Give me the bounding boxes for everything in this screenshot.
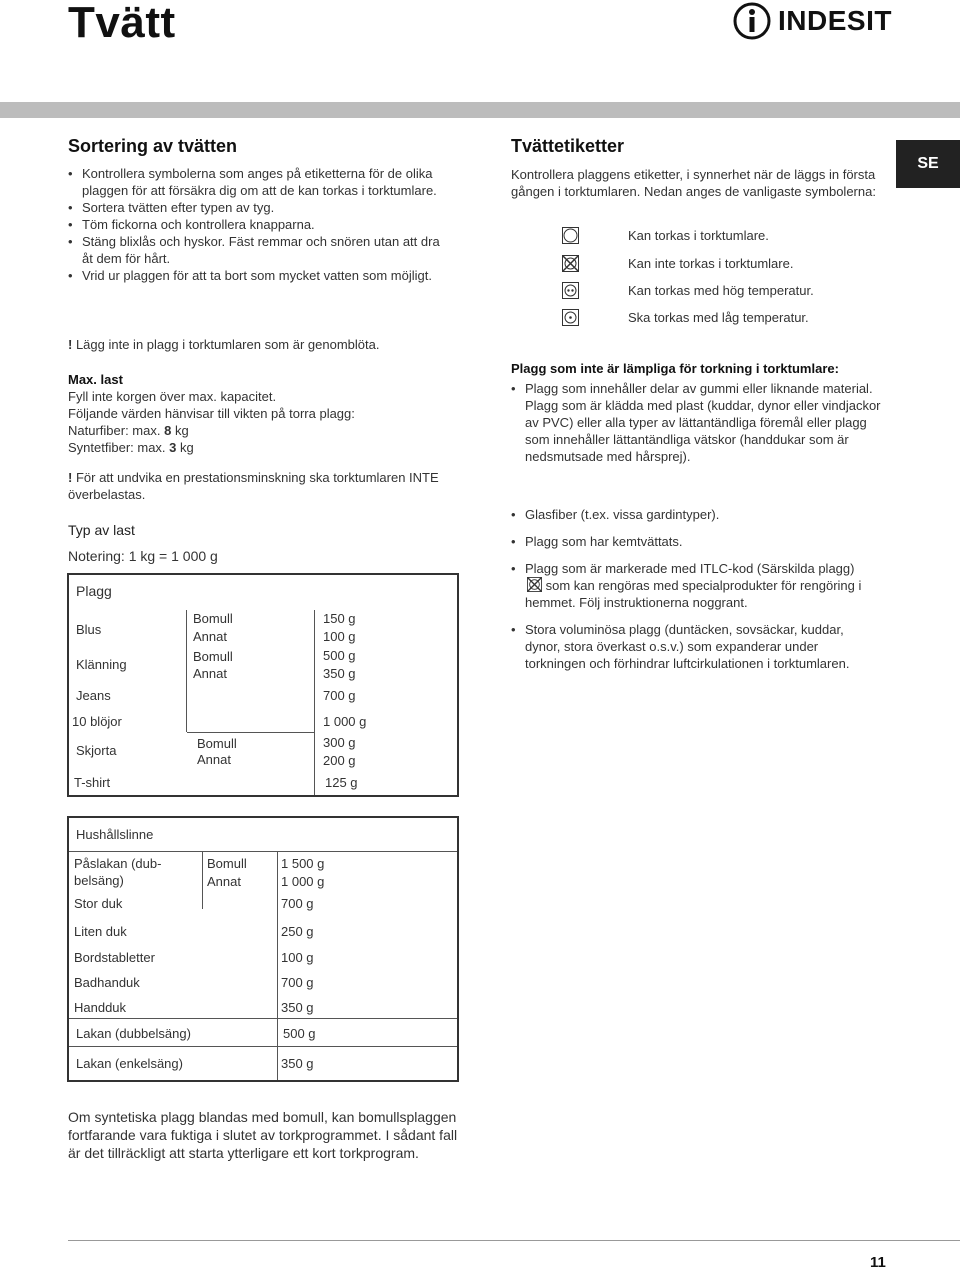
table-cell-weight: 700 g (281, 975, 314, 990)
sorting-list (68, 165, 448, 284)
language-tab: SE (896, 140, 960, 188)
table-header: Hushållslinne (76, 827, 154, 842)
list-item: • Vrid ur plaggen för att ta bort som mycket vatten som möjligt. (68, 267, 448, 284)
table-cell-material: Annat (207, 874, 241, 889)
warning-text: Lägg inte in plagg i torktumlaren som är genomblöta. (72, 337, 380, 352)
symbol-row (562, 255, 793, 272)
table-header: Plagg (76, 583, 112, 599)
page-number: 11 (870, 1254, 886, 1271)
table-cell-item: Jeans (76, 688, 111, 703)
synthetic-fiber-value: 3 (169, 440, 177, 455)
warning-text: För att undvika en prestationsminskning ska torktumlaren INTE överbelastas. (68, 470, 439, 502)
table-cell-weight: 500 g (283, 1026, 316, 1041)
synthetic-fiber-label: Syntetfiber: max. (68, 440, 170, 455)
mixed-fabric-note: Om syntetiska plagg blandas med bomull, kan bomullsplaggen fortfarande vara fuktiga i slutet av torkprogrammet. I sådant fall är det tillräckligt att starta ytterligare ett kort torkprogram. (68, 1109, 458, 1161)
table-cell-weight: 1 000 g (281, 874, 325, 889)
brand-wordmark: INDESIT (778, 5, 892, 36)
table-cell-weight: 100 g (281, 950, 314, 965)
synthetic-fiber-line (68, 439, 448, 456)
list-item: • Sortera tvätten efter typen av tyg. (68, 199, 448, 216)
garment-table (67, 573, 459, 797)
symbol-label: Kan inte torkas i torktumlare. (628, 256, 794, 271)
table-cell-weight: 350 g (281, 1056, 314, 1071)
list-item: • Stäng blixlås och hyskor. Fäst remmar och snören utan att dra åt dem för hårt. (68, 233, 448, 267)
labels-intro: Kontrollera plaggens etiketter, i synnerhet när de läggs in första gången i torktumlaren. Nedan anges de vanligaste symbolerna: (511, 167, 876, 199)
footer-divider (68, 1240, 960, 1241)
symbol-label: Ska torkas med låg temperatur. (628, 310, 809, 325)
natural-fiber-label: Naturfiber: max. (68, 423, 165, 438)
load-type-heading: Typ av last (68, 522, 135, 538)
table-cell-weight: 500 g (323, 648, 356, 663)
unsuitable-heading: Plagg som inte är lämpliga för torkning i torktumlare: (511, 361, 839, 376)
unit: kg (176, 440, 194, 455)
list-item: • Plagg som innehåller delar av gummi eller liknande material. Plagg som är klädda med plast (kuddar, dynor eller vindjackor av PVC) eller alla typer av lättantändliga föremål eller plagg som innehåller lättantändliga vätskor (handdukar som är nedsmutsade med hårsprej). (511, 380, 881, 465)
table-cell-item: Klänning (76, 657, 127, 672)
table-cell-item: Bordstabletter (74, 950, 155, 965)
table-cell-weight: 700 g (281, 896, 314, 911)
symbol-row (562, 282, 814, 299)
table-cell-material: Annat (193, 666, 227, 681)
row-divider (187, 732, 315, 733)
table-cell-material: Bomull (193, 649, 233, 664)
natural-fiber-value: 8 (164, 423, 172, 438)
symbol-row (562, 227, 769, 244)
table-cell-weight: 150 g (323, 611, 356, 626)
tumble-dry-high-icon (562, 282, 579, 299)
symbol-label: Kan torkas i torktumlare. (628, 228, 769, 243)
symbol-row (562, 309, 809, 326)
table-cell-item: T-shirt (74, 775, 111, 790)
table-cell-weight: 1 500 g (281, 856, 325, 871)
column-divider (202, 851, 203, 909)
list-item: • Töm fickorna och kontrollera knapparna. (68, 216, 448, 233)
list-item (511, 560, 881, 611)
household-linen-table (67, 816, 459, 1082)
column-divider (314, 610, 315, 795)
table-cell-item: Badhanduk (74, 975, 140, 990)
table-cell-item: Stor duk (74, 896, 123, 911)
table-cell-weight: 300 g (323, 735, 356, 750)
table-cell-material: Bomull (193, 611, 233, 626)
column-divider (186, 610, 187, 732)
no-tumble-dry-icon (562, 255, 579, 272)
list-item: • Kontrollera symbolerna som anges på etiketterna för de olika plaggen för att försäkra dig om att de kan torkas i torktumlare. (68, 165, 448, 199)
section-heading-sorting: Sortering av tvätten (68, 136, 238, 156)
section-heading-labels: Tvättetiketter (511, 136, 625, 156)
table-cell-item: Lakan (dubbelsäng) (76, 1026, 191, 1041)
warning-icon: ! (68, 470, 73, 485)
unit: kg (171, 423, 189, 438)
warning-icon: ! (68, 337, 73, 352)
warning-overload (68, 469, 448, 503)
table-cell-weight: 200 g (323, 753, 356, 768)
table-cell-item: Påslakan (dub- belsäng) (74, 856, 162, 888)
list-item: • Plagg som har kemtvättats. (511, 533, 881, 550)
unsuitable-list (511, 380, 881, 672)
itlc-text: Plagg som är markerade med ITLC-kod (Särskilda plagg) (525, 561, 855, 576)
table-cell-weight: 700 g (323, 688, 356, 703)
table-cell-weight: 350 g (323, 666, 356, 681)
table-cell-material: Bomull (207, 856, 247, 871)
symbol-label: Kan torkas med hög temperatur. (628, 283, 814, 298)
list-item: • Stora voluminösa plagg (duntäcken, sovsäckar, kuddar, dynor, stora överkast o.s.v.) som expanderar under torkningen och förhindrar luftcirkulationen i torktumlaren. (511, 621, 881, 672)
max-load-block (68, 371, 448, 456)
indesit-logo-icon (732, 1, 772, 41)
table-cell-weight: 250 g (281, 924, 314, 939)
list-item: • Glasfiber (t.ex. vissa gardintyper). (511, 506, 881, 523)
max-load-line: Fyll inte korgen över max. kapacitet. (68, 389, 277, 404)
tumble-dry-icon (562, 227, 579, 244)
table-cell-material: Bomull (197, 736, 237, 751)
tumble-dry-low-icon (562, 309, 579, 326)
table-cell-item: Handduk (74, 1000, 127, 1015)
warning-wet-laundry (68, 336, 448, 353)
unit-note: Notering: 1 kg = 1 000 g (68, 548, 218, 564)
no-tumble-dry-icon (527, 577, 542, 592)
table-cell-weight: 1 000 g (323, 714, 367, 729)
brand-logo (732, 2, 892, 40)
page-title: Tvätt (68, 0, 176, 47)
table-cell-weight: 125 g (325, 775, 358, 790)
table-cell-material: Annat (193, 629, 227, 644)
natural-fiber-line (68, 422, 448, 439)
table-cell-weight: 350 g (281, 1000, 314, 1015)
row-divider (69, 851, 457, 852)
table-cell-item: Liten duk (74, 924, 127, 939)
table-cell-item: Blus (76, 622, 102, 637)
table-cell-item: Skjorta (76, 743, 117, 758)
row-divider (69, 1046, 457, 1047)
row-divider (69, 1018, 457, 1019)
max-load-line: Följande värden hänvisar till vikten på torra plagg: (68, 406, 355, 421)
max-load-heading: Max. last (68, 372, 123, 387)
table-cell-material: Annat (197, 752, 231, 767)
header-divider (0, 102, 960, 118)
table-cell-item: 10 blöjor (72, 714, 122, 729)
table-cell-weight: 100 g (323, 629, 356, 644)
itlc-text-cont: som kan rengöras med specialprodukter för rengöring i hemmet. Följ instruktionerna noggrant. (525, 578, 862, 610)
table-cell-item: Lakan (enkelsäng) (76, 1056, 183, 1071)
